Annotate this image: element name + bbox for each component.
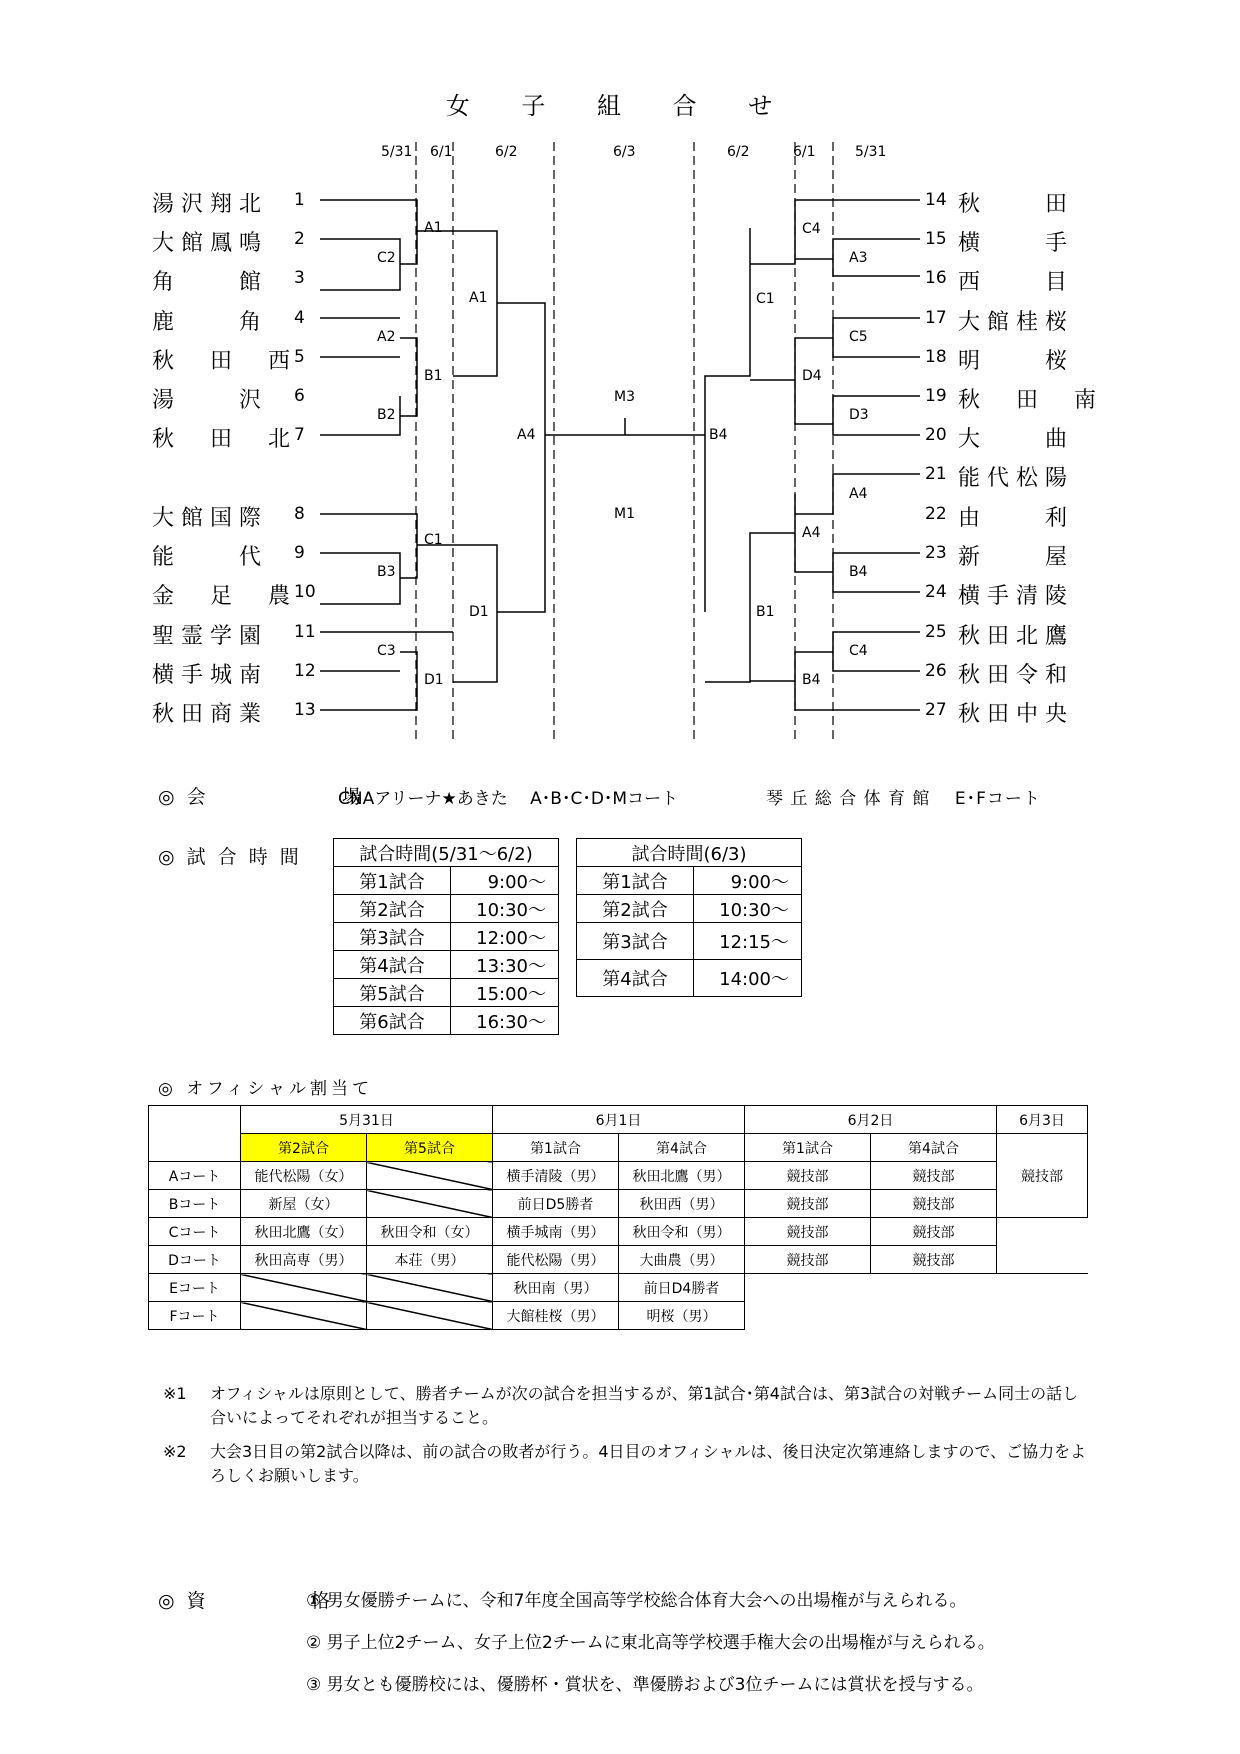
team-number: 22	[925, 504, 947, 524]
match-header: 第1試合	[493, 1134, 619, 1162]
day-header: 6月1日	[493, 1106, 745, 1134]
match-header: 第5試合	[367, 1134, 493, 1162]
official-cell: 秋田高専（男）	[241, 1246, 367, 1274]
team-name: 秋 田 南	[958, 388, 1096, 413]
team-number: 3	[294, 268, 305, 288]
match-label: C2	[377, 250, 396, 266]
empty-cell	[367, 1190, 493, 1218]
official-cell: 能代松陽（男）	[493, 1246, 619, 1274]
official-cell: 新屋（女）	[241, 1190, 367, 1218]
note-mark: ※2	[163, 1442, 187, 1461]
team-name: 大 館 国 際	[152, 506, 261, 531]
team-number: 2	[294, 229, 305, 249]
qualification-item: ③ 男女とも優勝校には、優勝杯・賞状を、準優勝および3位チームには賞状を授与する。	[306, 1675, 984, 1695]
officials-table	[148, 1105, 1088, 1330]
team-name: 明 桜	[958, 349, 1067, 374]
schedule-label: ◎ 試 合 時 間	[158, 846, 302, 868]
date-left-3: 6/2	[495, 144, 518, 160]
team-number: 14	[925, 190, 947, 210]
official-cell: 競技部	[871, 1246, 997, 1274]
team-number: 23	[925, 543, 947, 563]
day4-cell: 競技部	[997, 1134, 1088, 1218]
blank-cell	[745, 1302, 1088, 1330]
team-name: 由 利	[958, 506, 1067, 531]
team-name: 大 曲	[958, 427, 1067, 452]
match-time: 13:30～	[451, 951, 559, 979]
official-cell: 競技部	[745, 1190, 871, 1218]
venue-label: ◎ 会 場	[158, 786, 364, 808]
team-number: 25	[925, 622, 947, 642]
venue-arena: CNAアリーナ★あきた A･B･C･D･Mコート	[338, 789, 679, 809]
blank-cell	[745, 1274, 1088, 1302]
venue-kotooka: 琴 丘 総 合 体 育 館 E･Fコート	[766, 789, 1041, 809]
note-mark: ※1	[163, 1384, 187, 1403]
day-header: 5月31日	[241, 1106, 493, 1134]
corner-cell	[149, 1106, 241, 1162]
team-name: 能 代	[152, 545, 261, 570]
official-cell: 横手城南（男）	[493, 1218, 619, 1246]
team-name: 秋 田 西	[152, 349, 290, 374]
team-name: 横 手 清 陵	[958, 584, 1067, 609]
match-label: D1	[424, 672, 444, 688]
official-cell: 横手清陵（男）	[493, 1162, 619, 1190]
match-no: 第6試合	[334, 1007, 451, 1035]
match-label: C3	[377, 643, 396, 659]
match-label: A3	[849, 250, 868, 266]
official-cell: 大館桂桜（男）	[493, 1302, 619, 1330]
team-number: 5	[294, 347, 305, 367]
match-label: A1	[469, 290, 488, 306]
team-number: 20	[925, 425, 947, 445]
day-header: 6月2日	[745, 1106, 997, 1134]
empty-cell	[241, 1274, 367, 1302]
court-label: Dコート	[149, 1246, 241, 1274]
match-label: B1	[424, 368, 443, 384]
official-cell: 秋田西（男）	[619, 1190, 745, 1218]
match-header: 第4試合	[871, 1134, 997, 1162]
official-cell: 競技部	[871, 1162, 997, 1190]
team-name: 能 代 松 陽	[958, 466, 1067, 491]
match-no: 第2試合	[334, 895, 451, 923]
official-cell: 明桜（男）	[619, 1302, 745, 1330]
schedule-header: 試合時間(5/31～6/2)	[334, 839, 559, 867]
date-right-1: 6/2	[727, 144, 750, 160]
match-time: 16:30～	[451, 1007, 559, 1035]
team-number: 24	[925, 582, 947, 602]
team-name: 横 手	[958, 231, 1067, 256]
note-text: オフィシャルは原則として、勝者チームが次の試合を担当するが、第1試合･第4試合は、第3試合の対戦チーム同士の話し合いによってそれぞれが担当すること。	[210, 1384, 1079, 1427]
team-name: 秋 田 商 業	[152, 702, 261, 727]
empty-cell	[367, 1274, 493, 1302]
match-label: B4	[709, 427, 728, 443]
match-label: C1	[424, 532, 443, 548]
officials-label: ◎ オフィシャル割当て	[158, 1079, 374, 1099]
official-cell: 大曲農（男）	[619, 1246, 745, 1274]
official-cell: 秋田南（男）	[493, 1274, 619, 1302]
match-time: 9:00～	[694, 867, 802, 895]
team-number: 16	[925, 268, 947, 288]
match-no: 第1試合	[334, 867, 451, 895]
qualification-item: ① 男女優勝チームに、令和7年度全国高等学校総合体育大会への出場権が与えられる。	[306, 1591, 967, 1611]
team-name: 金 足 農	[152, 584, 290, 609]
team-name: 湯 沢	[152, 388, 261, 413]
team-number: 13	[294, 700, 316, 720]
team-number: 11	[294, 622, 316, 642]
match-label: A1	[424, 220, 443, 236]
official-cell: 秋田令和（男）	[619, 1218, 745, 1246]
match-label: D1	[469, 604, 489, 620]
team-name: 角 館	[152, 270, 261, 295]
team-name: 鹿 角	[152, 310, 261, 335]
official-cell: 競技部	[871, 1190, 997, 1218]
team-number: 8	[294, 504, 305, 524]
team-number: 9	[294, 543, 305, 563]
official-cell: 前日D5勝者	[493, 1190, 619, 1218]
official-cell: 競技部	[745, 1246, 871, 1274]
date-left-1: 5/31	[381, 144, 413, 160]
empty-cell	[367, 1162, 493, 1190]
match-header: 第1試合	[745, 1134, 871, 1162]
court-label: Bコート	[149, 1190, 241, 1218]
match-label: C4	[802, 221, 821, 237]
match-label: C1	[756, 291, 775, 307]
match-label: A2	[377, 329, 396, 345]
note-text: 大会3日目の第2試合以降は、前の試合の敗者が行う。4日目のオフィシャルは、後日決定次第連絡しますので、ご協力をよろしくお願いします。	[210, 1442, 1087, 1485]
court-label: Eコート	[149, 1274, 241, 1302]
date-right-3: 5/31	[855, 144, 887, 160]
match-time: 12:15～	[694, 923, 802, 960]
page-title: 女 子 組 合 せ	[445, 92, 795, 120]
official-cell: 競技部	[745, 1162, 871, 1190]
empty-cell	[367, 1302, 493, 1330]
match-header: 第2試合	[241, 1134, 367, 1162]
match-no: 第2試合	[577, 895, 694, 923]
match-label: M3	[614, 389, 635, 405]
official-cell: 秋田北鷹（女）	[241, 1218, 367, 1246]
match-label: C5	[849, 329, 868, 345]
team-name: 西 目	[958, 270, 1067, 295]
team-number: 10	[294, 582, 316, 602]
team-name: 新 屋	[958, 545, 1067, 570]
team-number: 19	[925, 386, 947, 406]
court-label: Aコート	[149, 1162, 241, 1190]
team-number: 26	[925, 661, 947, 681]
blank-cell	[997, 1218, 1088, 1246]
team-name: 秋 田 北 鷹	[958, 624, 1067, 649]
team-name: 秋 田 中 央	[958, 702, 1067, 727]
match-time: 10:30～	[451, 895, 559, 923]
team-name: 横 手 城 南	[152, 663, 261, 688]
team-number: 18	[925, 347, 947, 367]
match-label: B3	[377, 564, 396, 580]
empty-cell	[241, 1302, 367, 1330]
match-time: 9:00～	[451, 867, 559, 895]
date-left-2: 6/1	[430, 144, 453, 160]
team-number: 17	[925, 308, 947, 328]
qualification-item: ② 男子上位2チーム、女子上位2チームに東北高等学校選手権大会の出場権が与えられる。	[306, 1633, 995, 1653]
team-name: 秋 田 北	[152, 427, 290, 452]
official-cell: 本荘（男）	[367, 1246, 493, 1274]
match-label: A4	[517, 427, 536, 443]
qualification-label: ◎ 資 格	[158, 1590, 333, 1612]
date-center: 6/3	[613, 144, 636, 160]
team-name: 大 館 鳳 鳴	[152, 231, 261, 256]
match-time: 12:00～	[451, 923, 559, 951]
match-label: D4	[802, 368, 822, 384]
match-header: 第4試合	[619, 1134, 745, 1162]
match-label: B2	[377, 407, 396, 423]
team-name: 秋 田 令 和	[958, 663, 1067, 688]
official-cell: 秋田北鷹（男）	[619, 1162, 745, 1190]
official-cell: 秋田令和（女）	[367, 1218, 493, 1246]
match-label: A4	[849, 486, 868, 502]
official-cell: 前日D4勝者	[619, 1274, 745, 1302]
team-number: 12	[294, 661, 316, 681]
schedule-table-2	[576, 838, 802, 997]
match-label: B4	[802, 672, 821, 688]
day-header: 6月3日	[997, 1106, 1088, 1134]
match-no: 第1試合	[577, 867, 694, 895]
team-number: 7	[294, 425, 305, 445]
team-number: 6	[294, 386, 305, 406]
official-cell: 競技部	[745, 1218, 871, 1246]
match-time: 14:00～	[694, 960, 802, 997]
team-number: 21	[925, 464, 947, 484]
match-time: 15:00～	[451, 979, 559, 1007]
team-name: 湯 沢 翔 北	[152, 192, 261, 217]
match-no: 第4試合	[334, 951, 451, 979]
match-label: M1	[614, 506, 635, 522]
official-cell: 競技部	[871, 1218, 997, 1246]
team-name: 大 館 桂 桜	[958, 310, 1067, 335]
date-right-2: 6/1	[793, 144, 816, 160]
match-label: C4	[849, 643, 868, 659]
match-label: B1	[756, 604, 775, 620]
official-cell: 能代松陽（女）	[241, 1162, 367, 1190]
match-no: 第3試合	[334, 923, 451, 951]
match-time: 10:30～	[694, 895, 802, 923]
match-label: B4	[849, 564, 868, 580]
court-label: Fコート	[149, 1302, 241, 1330]
team-number: 15	[925, 229, 947, 249]
match-label: D3	[849, 407, 869, 423]
team-name: 聖 霊 学 園	[152, 624, 261, 649]
team-number: 27	[925, 700, 947, 720]
match-no: 第3試合	[577, 923, 694, 960]
schedule-table-1	[333, 838, 559, 1035]
match-label: A4	[802, 525, 821, 541]
schedule-header: 試合時間(6/3)	[577, 839, 802, 867]
match-no: 第5試合	[334, 979, 451, 1007]
team-number: 4	[294, 308, 305, 328]
court-label: Cコート	[149, 1218, 241, 1246]
match-no: 第4試合	[577, 960, 694, 997]
team-number: 1	[294, 190, 305, 210]
blank-cell	[997, 1246, 1088, 1274]
team-name: 秋 田	[958, 192, 1067, 217]
